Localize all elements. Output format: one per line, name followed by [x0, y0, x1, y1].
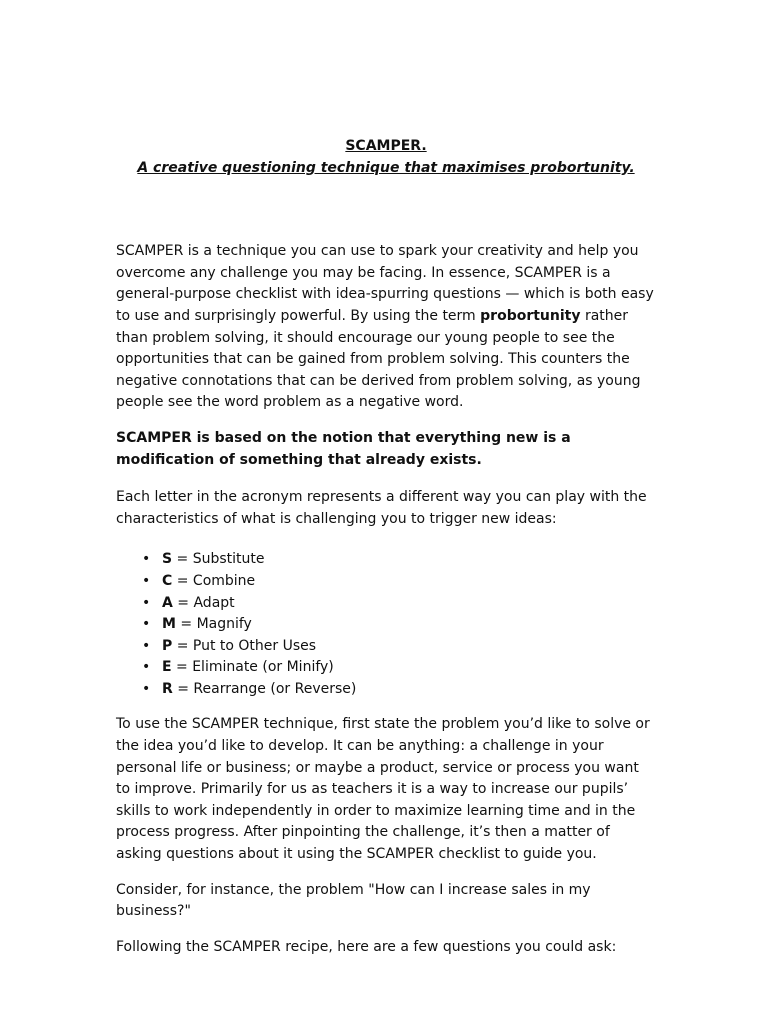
list-item [142, 593, 656, 615]
letter: P [162, 637, 173, 654]
letter-meaning: = Substitute [172, 551, 265, 568]
letter: C [162, 572, 173, 589]
letter-meaning: = Eliminate (or Minify) [171, 659, 334, 676]
letter: R [162, 680, 173, 697]
list-item [142, 636, 656, 658]
intro-text-before: SCAMPER is a technique you can use to spark your creativity and help you overcome any challenge you may be facing. In essence, SCAMPER is a general-purpose checklist with idea-spurring questions — which is both easy to use and surprisingly powerful. By using the term [116, 243, 654, 324]
example-paragraph: Consider, for instance, the problem "How can I increase sales in my business?" [116, 881, 591, 920]
list-item [142, 679, 656, 701]
intro-paragraph [116, 241, 656, 414]
letter-meaning: = Adapt [172, 594, 235, 611]
notion-paragraph: SCAMPER is based on the notion that everything new is a modification of something that already exists. [116, 429, 571, 468]
document-title: SCAMPER. [345, 138, 427, 154]
letter: S [162, 551, 173, 568]
scamper-letter-list [116, 549, 656, 700]
letters-intro-paragraph: Each letter in the acronym represents a different way you can play with the characteristics of what is challenging you to trigger new ideas: [116, 489, 647, 527]
letter: M [162, 616, 176, 633]
usage-paragraph: To use the SCAMPER technique, first state the problem you’d like to solve or the idea you’d like to develop. It can be anything: a challenge in your personal life or business; or maybe a product, service or process you want to improve. Primarily for us as teachers it is a way to increase our pupils’ skills to work independently in order to maximize learning time and in the process progress. After pinpointing the challenge, it’s then a matter of asking questions about it using the SCAMPER checklist to guide you. [116, 716, 650, 863]
letter-meaning: = Rearrange (or Reverse) [172, 680, 357, 697]
list-item [142, 614, 656, 636]
list-item [142, 549, 656, 571]
title-block [116, 136, 656, 179]
following-paragraph: Following the SCAMPER recipe, here are a few questions you could ask: [116, 938, 617, 955]
letter-meaning: = Put to Other Uses [172, 637, 317, 654]
letter-meaning: = Combine [172, 572, 256, 589]
list-item [142, 657, 656, 679]
intro-text-after: rather than problem solving, it should encourage our young people to see the opportunities that can be gained from problem solving. This counters the negative connotations that can be derived from problem solving, as young people see the word problem as a negative word. [116, 307, 641, 411]
list-item [142, 571, 656, 593]
letter: A [162, 594, 173, 611]
document-page [116, 136, 656, 972]
document-subtitle: A creative questioning technique that maximises probortunity. [137, 159, 635, 176]
letter: E [162, 659, 172, 676]
intro-term: probortunity [480, 307, 581, 324]
letter-meaning: = Magnify [175, 616, 252, 633]
